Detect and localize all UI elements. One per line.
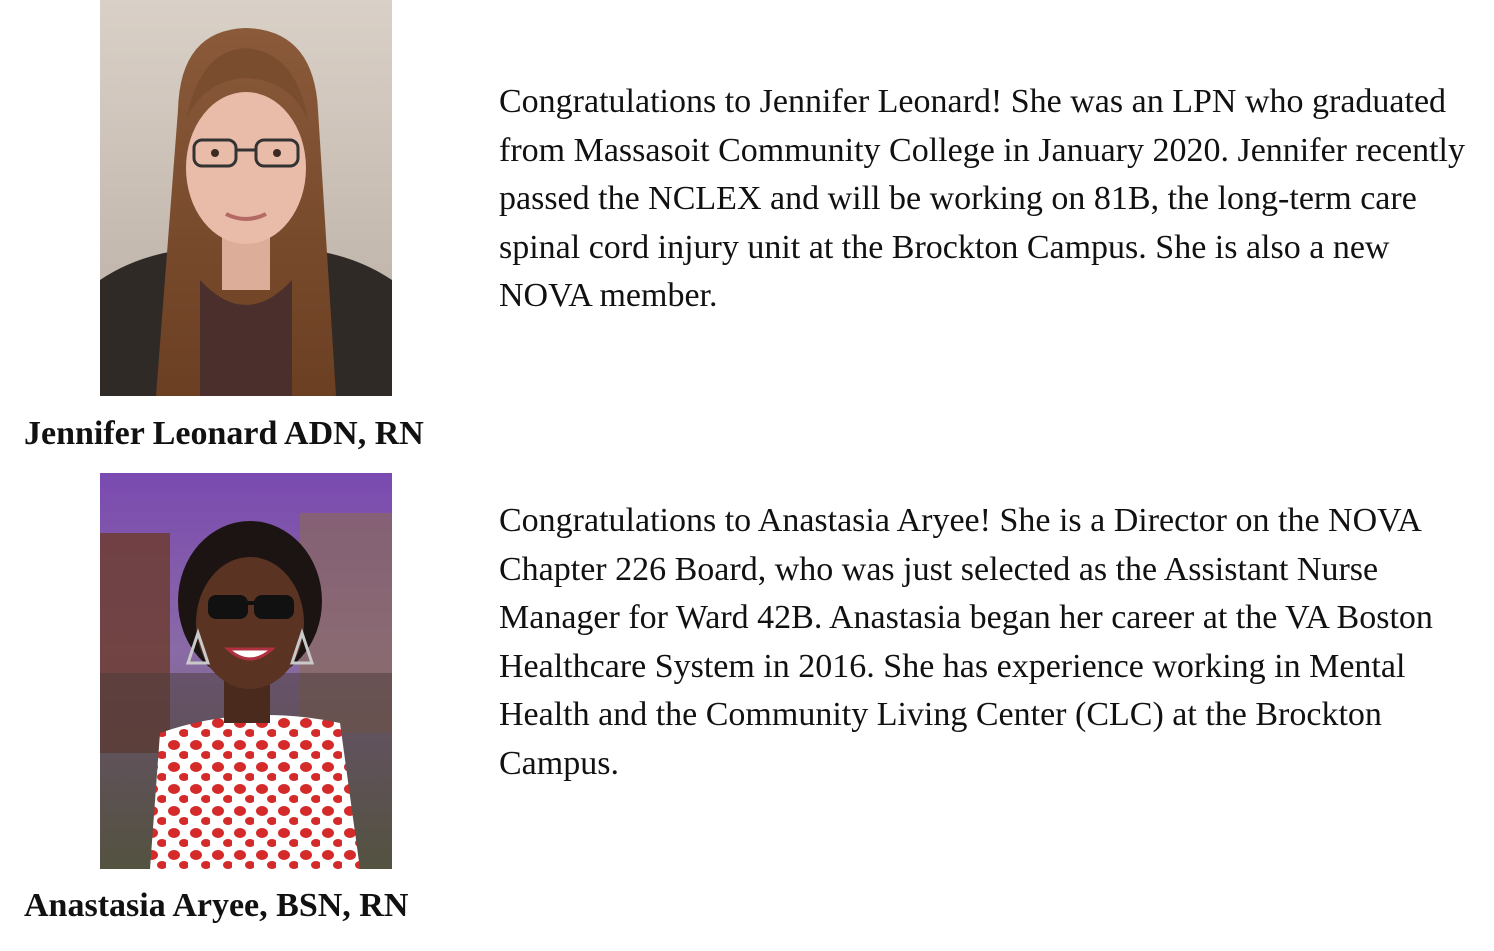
anastasia-aryee-name: Anastasia Aryee, BSN, RN: [24, 887, 409, 924]
jennifer-leonard-name: Jennifer Leonard ADN, RN: [24, 415, 424, 452]
portrait-photo-icon: [100, 0, 392, 396]
jennifer-leonard-bio: Congratulations to Jennifer Leonard! She was an LPN who graduated from Massasoit Community College in January 2020. Jennifer recently passed the NCLEX and will be working on 81B, the long-term care spinal cord injury unit at the Brockton Campus. She is also a new NOVA member.: [499, 83, 1465, 314]
jennifer-leonard-photo: [100, 0, 392, 396]
portrait-photo-icon: [100, 473, 392, 869]
anastasia-aryee-bio: Congratulations to Anastasia Aryee! She is a Director on the NOVA Chapter 226 Board, who was just selected as the Assistant Nurse Manager for Ward 42B. Anastasia began her career at the VA Boston Healthcare System in 2016. She has experience working in Mental Health and the Community Living Center (CLC) at the Brockton Campus.: [499, 502, 1433, 782]
anastasia-aryee-photo: [100, 473, 392, 869]
